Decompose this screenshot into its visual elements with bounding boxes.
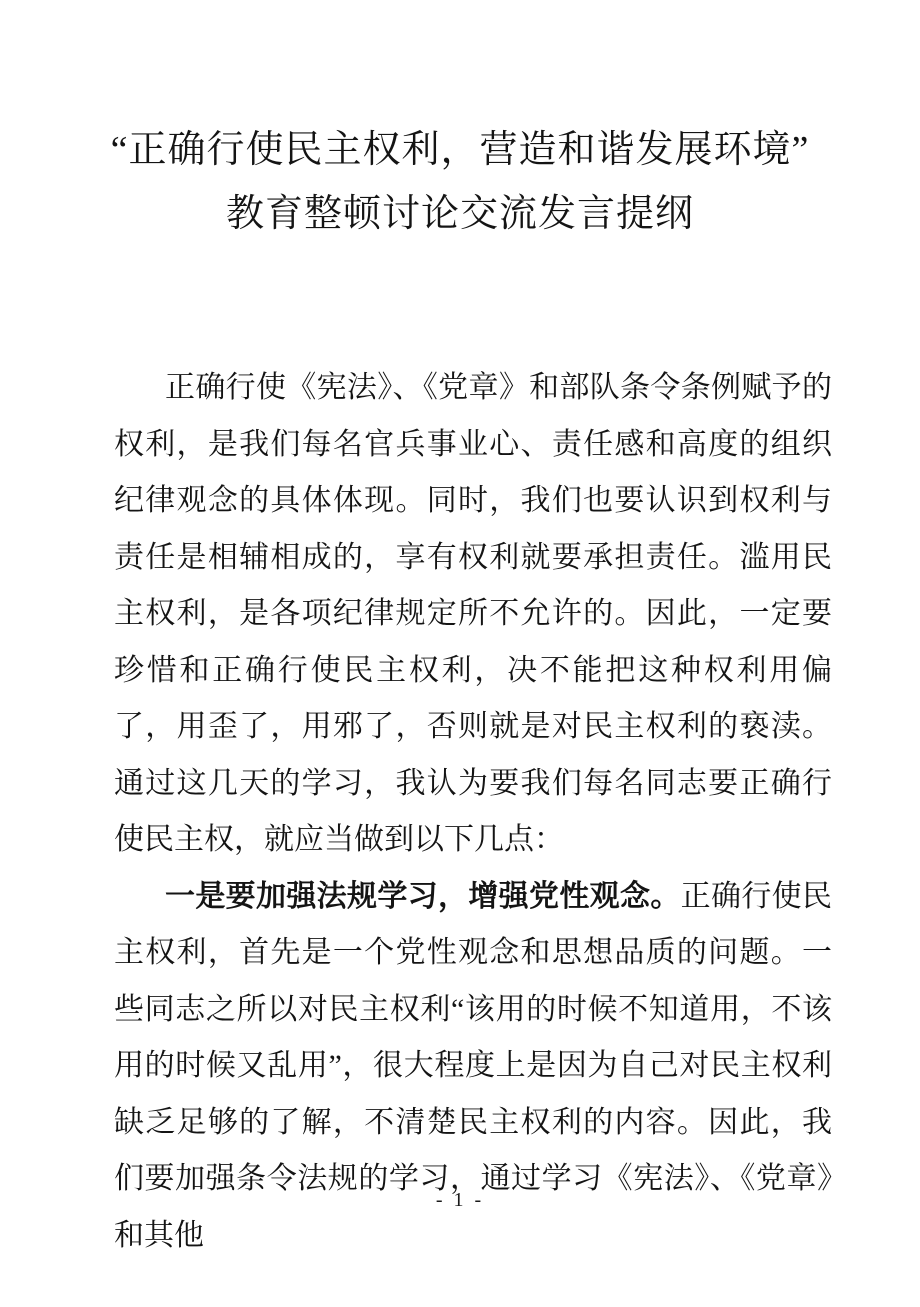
paragraph-2-text: 正确行使民主权利，首先是一个党性观念和思想品质的问题。一些同志之所以对民主权利“该用的时候不知道用，不该用的时候又乱用”，很大程度上是因为自己对民主权利缺乏足够的了解，不清楚民主权利的内容。因此，我们要加强条令法规的学习，通过学习《宪法》、《党章》和其他 — [114, 879, 833, 1252]
page-number: - 1 - — [435, 1189, 485, 1211]
document-title — [88, 118, 832, 246]
document-body — [114, 360, 832, 1264]
paragraph-1 — [114, 360, 832, 869]
title-line-1: “正确行使民主权利，营造和谐发展环境” — [110, 129, 810, 171]
paragraph-2-bold-lead: 一是要加强法规学习，增强党性观念。 — [165, 879, 681, 913]
title-line-2: 教育整顿讨论交流发言提纲 — [225, 193, 694, 235]
paragraph-1-text: 正确行使《宪法》、《党章》和部队条令条例赋予的权利，是我们每名官兵事业心、责任感和高度的组织纪律观念的具体体现。同时，我们也要认识到权利与责任是相辅相成的，享有权利就要承担责任。滥用民主权利，是各项纪律规定所不允许的。因此，一定要珍惜和正确行使民主权利，决不能把这种权利用偏了，用歪了，用邪了，否则就是对民主权利的亵渎。通过这几天的学习，我认为要我们每名同志要正确行使民主权，就应当做到以下几点： — [114, 371, 832, 856]
